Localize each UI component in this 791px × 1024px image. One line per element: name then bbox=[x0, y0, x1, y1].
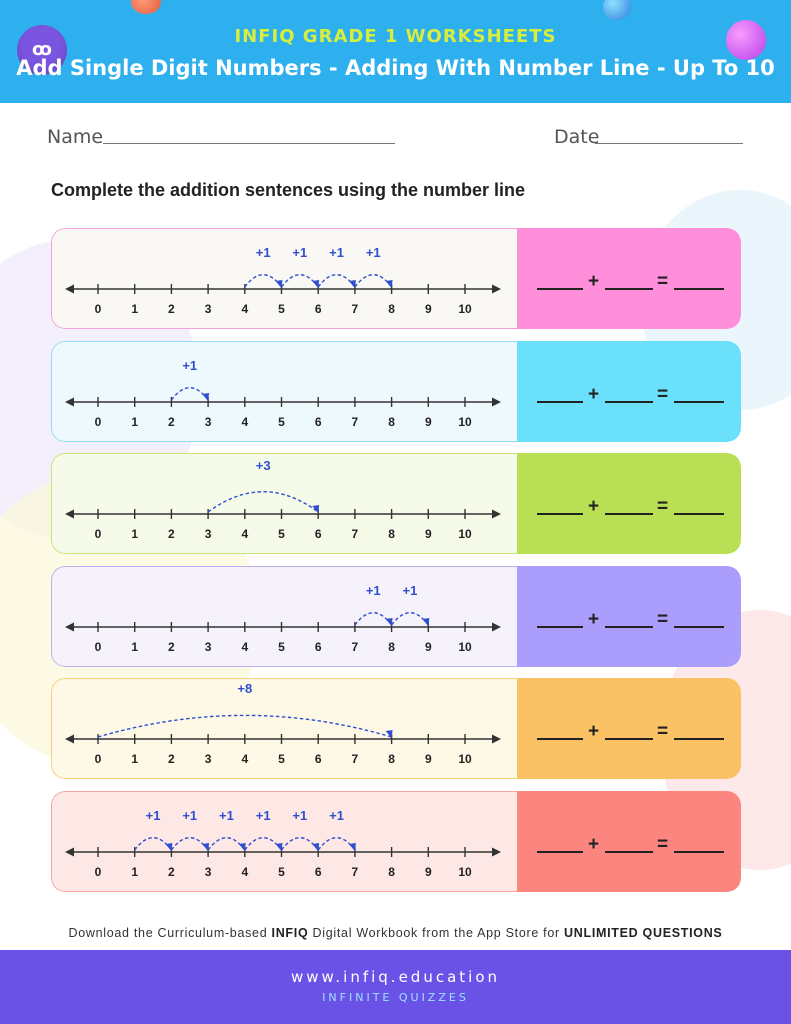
plus-sign: + bbox=[588, 609, 600, 630]
number-line bbox=[51, 791, 517, 892]
jump-label: +1 bbox=[365, 245, 381, 260]
tick-label: 3 bbox=[204, 302, 212, 316]
tick-label: 1 bbox=[131, 527, 139, 541]
equation-panel bbox=[517, 341, 741, 442]
tick-label: 3 bbox=[204, 752, 212, 766]
addend-1-blank[interactable] bbox=[537, 738, 583, 740]
jump-label: +1 bbox=[292, 808, 308, 823]
left-arrow-icon bbox=[65, 623, 74, 632]
addend-2-blank[interactable] bbox=[605, 738, 653, 740]
tick-label: 10 bbox=[458, 302, 472, 316]
equation-panel bbox=[517, 566, 741, 667]
tick-label: 0 bbox=[94, 865, 102, 879]
addend-2-blank[interactable] bbox=[605, 626, 653, 628]
equation-panel bbox=[517, 678, 741, 779]
jump-arrowhead-icon bbox=[386, 280, 393, 288]
tick-label: 4 bbox=[241, 865, 249, 879]
addition-sentence bbox=[517, 678, 741, 779]
tick-label: 7 bbox=[351, 527, 359, 541]
tick-label: 10 bbox=[458, 640, 472, 654]
jump-label: +1 bbox=[145, 808, 161, 823]
equals-sign: = bbox=[657, 834, 669, 855]
tick-label: 8 bbox=[388, 527, 395, 541]
plus-sign: + bbox=[588, 384, 600, 405]
problem-row bbox=[51, 341, 741, 442]
addend-2-blank[interactable] bbox=[605, 851, 653, 853]
tick-label: 2 bbox=[168, 527, 175, 541]
addend-2-blank[interactable] bbox=[605, 401, 653, 403]
tick-label: 2 bbox=[168, 752, 175, 766]
jump-label: +1 bbox=[329, 808, 344, 823]
jump-arc bbox=[282, 275, 319, 287]
tick-label: 5 bbox=[278, 302, 285, 316]
left-arrow-icon bbox=[65, 398, 74, 407]
left-arrow-icon bbox=[65, 510, 74, 519]
jump-label: +1 bbox=[182, 358, 198, 373]
tick-label: 0 bbox=[94, 302, 102, 316]
brand-title: INFIQ GRADE 1 WORKSHEETS bbox=[234, 26, 557, 47]
problem-row bbox=[51, 453, 741, 554]
sum-blank[interactable] bbox=[674, 401, 724, 403]
tick-label: 3 bbox=[204, 415, 212, 429]
tick-label: 8 bbox=[388, 752, 395, 766]
equals-sign: = bbox=[657, 384, 669, 405]
tick-label: 9 bbox=[424, 302, 432, 316]
jump-label: +1 bbox=[255, 245, 271, 260]
decorative-ball bbox=[131, 0, 161, 14]
jump-arc bbox=[318, 275, 355, 287]
jump-label: +1 bbox=[219, 808, 234, 823]
instruction-text: Complete the addition sentences using the number line bbox=[51, 180, 526, 200]
tick-label: 4 bbox=[241, 302, 249, 316]
number-line bbox=[51, 341, 517, 442]
jump-arrowhead-icon bbox=[349, 843, 356, 851]
jump-arrowhead-icon bbox=[202, 393, 209, 401]
tick-label: 3 bbox=[204, 865, 212, 879]
equals-sign: = bbox=[657, 496, 669, 517]
tick-label: 5 bbox=[278, 527, 285, 541]
tick-label: 10 bbox=[458, 865, 472, 879]
tick-label: 6 bbox=[314, 415, 322, 429]
tick-label: 5 bbox=[278, 640, 285, 654]
tick-label: 10 bbox=[458, 752, 472, 766]
plus-sign: + bbox=[588, 271, 600, 292]
left-arrow-icon bbox=[65, 848, 74, 857]
tick-label: 9 bbox=[424, 752, 432, 766]
tick-label: 10 bbox=[458, 415, 472, 429]
left-arrow-icon bbox=[65, 285, 74, 294]
tick-label: 8 bbox=[388, 640, 395, 654]
tick-label: 0 bbox=[94, 640, 102, 654]
plus-sign: + bbox=[588, 496, 600, 517]
addition-sentence bbox=[517, 566, 741, 667]
equation-panel bbox=[517, 791, 741, 892]
addend-1-blank[interactable] bbox=[537, 851, 583, 853]
tick-label: 7 bbox=[351, 640, 359, 654]
date-field[interactable] bbox=[595, 143, 743, 144]
tick-label: 1 bbox=[131, 752, 139, 766]
tick-label: 6 bbox=[314, 865, 322, 879]
tick-label: 6 bbox=[314, 752, 322, 766]
addend-2-blank[interactable] bbox=[605, 288, 653, 290]
footer-banner bbox=[0, 950, 791, 1024]
jump-arc bbox=[318, 838, 355, 850]
number-line bbox=[51, 453, 517, 554]
equals-sign: = bbox=[657, 609, 669, 630]
tick-label: 3 bbox=[204, 527, 212, 541]
jump-label: +8 bbox=[237, 681, 253, 696]
equals-sign: = bbox=[657, 271, 669, 292]
jump-arc bbox=[245, 275, 282, 287]
jump-arc bbox=[245, 838, 282, 850]
problem-row bbox=[51, 228, 741, 329]
tick-label: 1 bbox=[131, 302, 139, 316]
promo-mid: Digital Workbook from the App Store for bbox=[308, 926, 565, 940]
plus-sign: + bbox=[588, 721, 600, 742]
promo-pre: Download the Curriculum-based bbox=[68, 926, 272, 940]
right-arrow-icon bbox=[492, 398, 501, 407]
tick-label: 5 bbox=[278, 865, 285, 879]
addend-1-blank[interactable] bbox=[537, 401, 583, 403]
name-field[interactable] bbox=[103, 143, 395, 144]
addend-2-blank[interactable] bbox=[605, 513, 653, 515]
tick-label: 7 bbox=[351, 752, 359, 766]
sum-blank[interactable] bbox=[674, 851, 724, 853]
addend-1-blank[interactable] bbox=[537, 626, 583, 628]
tick-label: 7 bbox=[351, 865, 359, 879]
tick-label: 1 bbox=[131, 415, 139, 429]
tick-label: 6 bbox=[314, 527, 322, 541]
tick-label: 6 bbox=[314, 302, 322, 316]
jump-arc bbox=[208, 492, 318, 512]
tick-label: 2 bbox=[168, 865, 175, 879]
problem-row bbox=[51, 678, 741, 779]
logo-mark: ꝏ bbox=[32, 39, 52, 60]
plus-sign: + bbox=[588, 834, 600, 855]
jump-arc bbox=[355, 613, 392, 625]
tick-label: 8 bbox=[388, 865, 395, 879]
right-arrow-icon bbox=[492, 510, 501, 519]
tick-label: 5 bbox=[278, 415, 285, 429]
jump-label: +1 bbox=[329, 245, 344, 260]
jump-arc bbox=[135, 838, 172, 850]
tick-label: 4 bbox=[241, 752, 249, 766]
number-line bbox=[51, 678, 517, 779]
sum-blank[interactable] bbox=[674, 626, 724, 628]
promo-bold: UNLIMITED QUESTIONS bbox=[564, 926, 723, 940]
jump-arc bbox=[98, 715, 392, 737]
tick-label: 6 bbox=[314, 640, 322, 654]
name-label: Name bbox=[47, 126, 104, 148]
tick-label: 5 bbox=[278, 752, 285, 766]
jump-arc bbox=[282, 838, 319, 850]
addition-sentence bbox=[517, 791, 741, 892]
addend-1-blank[interactable] bbox=[537, 513, 583, 515]
tick-label: 7 bbox=[351, 302, 359, 316]
number-line bbox=[51, 566, 517, 667]
right-arrow-icon bbox=[492, 848, 501, 857]
addition-sentence bbox=[517, 228, 741, 329]
right-arrow-icon bbox=[492, 735, 501, 744]
sum-blank[interactable] bbox=[674, 738, 724, 740]
jump-arrowhead-icon bbox=[312, 505, 319, 513]
jump-arc bbox=[171, 838, 208, 850]
tick-label: 9 bbox=[424, 865, 432, 879]
tick-label: 0 bbox=[94, 752, 102, 766]
jump-label: +1 bbox=[182, 808, 198, 823]
tick-label: 4 bbox=[241, 527, 249, 541]
sum-blank[interactable] bbox=[674, 513, 724, 515]
tick-label: 4 bbox=[241, 640, 249, 654]
jump-arc bbox=[355, 275, 392, 287]
header-banner bbox=[0, 0, 791, 103]
tick-label: 2 bbox=[168, 640, 175, 654]
tick-label: 9 bbox=[424, 527, 432, 541]
tick-label: 7 bbox=[351, 415, 359, 429]
jump-label: +1 bbox=[292, 245, 308, 260]
equation-panel bbox=[517, 453, 741, 554]
addition-sentence bbox=[517, 453, 741, 554]
problem-row bbox=[51, 566, 741, 667]
sum-blank[interactable] bbox=[674, 288, 724, 290]
tick-label: 0 bbox=[94, 527, 102, 541]
tick-label: 8 bbox=[388, 302, 395, 316]
tick-label: 10 bbox=[458, 527, 472, 541]
addend-1-blank[interactable] bbox=[537, 288, 583, 290]
jump-label: +1 bbox=[402, 583, 418, 598]
tick-label: 9 bbox=[424, 415, 432, 429]
tick-label: 0 bbox=[94, 415, 102, 429]
tick-label: 1 bbox=[131, 865, 139, 879]
jump-arc bbox=[171, 388, 208, 400]
jump-label: +3 bbox=[255, 458, 271, 473]
jump-arc bbox=[392, 613, 429, 625]
right-arrow-icon bbox=[492, 623, 501, 632]
decorative-ball bbox=[603, 0, 631, 20]
addition-sentence bbox=[517, 341, 741, 442]
left-arrow-icon bbox=[65, 735, 74, 744]
tick-label: 2 bbox=[168, 302, 175, 316]
jump-label: +1 bbox=[365, 583, 381, 598]
tick-label: 8 bbox=[388, 415, 395, 429]
jump-arc bbox=[208, 838, 245, 850]
tagline: INFINITE QUIZZES bbox=[322, 991, 469, 1004]
tick-label: 2 bbox=[168, 415, 175, 429]
right-arrow-icon bbox=[492, 285, 501, 294]
jump-arrowhead-icon bbox=[422, 618, 429, 626]
date-label: Date bbox=[554, 126, 600, 148]
tick-label: 1 bbox=[131, 640, 139, 654]
jump-label: +1 bbox=[255, 808, 271, 823]
tick-label: 3 bbox=[204, 640, 212, 654]
equals-sign: = bbox=[657, 721, 669, 742]
worksheet-title: Add Single Digit Numbers - Adding With Number Line - Up To 10 bbox=[16, 56, 775, 80]
promo-brand: INFIQ bbox=[271, 926, 309, 940]
promo-text bbox=[0, 926, 791, 940]
tick-label: 9 bbox=[424, 640, 432, 654]
tick-label: 4 bbox=[241, 415, 249, 429]
website-link[interactable]: www.infiq.education bbox=[290, 968, 501, 986]
problem-row bbox=[51, 791, 741, 892]
number-line bbox=[51, 228, 517, 329]
equation-panel bbox=[517, 228, 741, 329]
